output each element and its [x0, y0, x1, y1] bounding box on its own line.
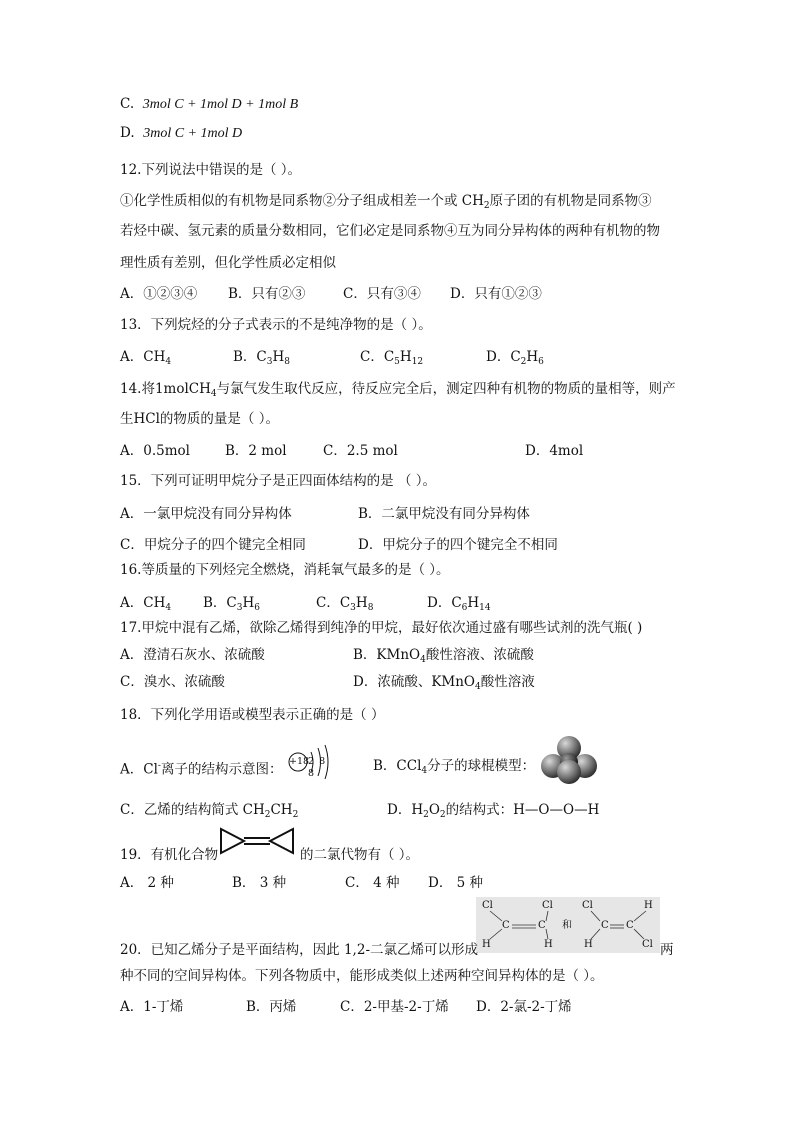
q14-option-d: D．4mol	[525, 443, 584, 459]
q11-option-c-expr: 3mol C + 1mol D + 1mol B	[142, 97, 299, 112]
q18-stem: 18．下列化学用语或模型表示正确的是（ ）	[120, 707, 385, 723]
struct2-c-left: C	[601, 920, 609, 931]
q12-option-d: D．只有①②③	[450, 286, 542, 302]
q12-stem: 12.下列说法中错误的是（ ）。	[120, 162, 302, 178]
q13-option-c: C．$C_5H_{12}$	[360, 349, 424, 367]
q13-option-a: A．$CH_4$	[120, 349, 172, 367]
struct2-cl-bottom-right: Cl	[642, 939, 653, 950]
q15-option-c: C．甲烷分子的四个键完全相同	[120, 537, 306, 553]
struct1-c-right: C	[538, 920, 546, 931]
chloride-ion-structure-diagram	[287, 744, 337, 780]
struct1-cl-top-left: Cl	[482, 900, 493, 911]
q17-option-d: D．浓硫酸、KMnO$_4$酸性溶液	[353, 674, 535, 692]
q20-option-b: B．丙烯	[246, 999, 297, 1015]
q11-option-d-expr: 3mol C + 1mol D	[143, 126, 243, 141]
q20-option-d: D．2-氯-2-丁烯	[476, 999, 572, 1015]
q20-stem-line1: 20．已知乙烯分子是平面结构，因此 1,2-二氯乙烯可以形成	[120, 942, 478, 958]
q18-option-a: A．Cl-离子的结构示意图：	[120, 761, 283, 778]
q13-option-b: B．$C_3H_8$	[233, 349, 290, 367]
q19-option-d: D． 5 种	[428, 875, 483, 891]
q12-body-line1: ①化学性质相似的有机物是同系物②分子组成相差一个或 $CH_2$原子团的有机物是同系物③	[120, 193, 652, 211]
struct1-h-bottom-left: H	[482, 939, 491, 950]
q12-body-line2: 若烃中碳、氢元素的质量分数相同，它们必定是同系物④互为同分异构体的两种有机物的物	[120, 223, 660, 239]
and-label: 和	[562, 920, 572, 931]
struct2-c-right: C	[626, 920, 634, 931]
q16-option-a: A．$CH_4$	[120, 595, 172, 613]
q20-stem-line1-tail: 两	[660, 942, 674, 958]
q14-option-b: B．2 mol	[225, 443, 287, 459]
q17-option-b: B．KMnO$_4$酸性溶液、浓硫酸	[353, 647, 534, 665]
q16-option-b: B．$C_3H_6$	[203, 595, 260, 613]
q19-stem-post: 的二氯代物有（ ）。	[300, 847, 420, 863]
q11-option-d: D. 3mol C + 1mol D	[120, 125, 243, 141]
q12-option-c: C．只有③④	[343, 286, 421, 302]
q18-option-c: C．乙烯的结构简式 $CH_2CH_2$	[120, 802, 299, 820]
electron-shells: 2 8 8	[308, 756, 327, 779]
struct1-c-left: C	[502, 920, 510, 931]
q15-stem: 15．下列可证明甲烷分子是正四面体结构的是 （ ）。	[120, 473, 437, 489]
struct2-h-bottom-left: H	[584, 939, 593, 950]
struct1-cl-top-right: Cl	[542, 900, 553, 911]
q19-stem-pre: 19．有机化合物	[120, 847, 219, 863]
q17-option-c: C．溴水、浓硫酸	[120, 674, 225, 690]
q16-option-c: C．$C_3H_8$	[316, 595, 374, 613]
q16-stem: 16.等质量的下列烃完全燃烧，消耗氧气最多的是（ ）。	[120, 562, 450, 578]
q20-option-a: A．1-丁烯	[120, 999, 184, 1015]
q12-option-b: B．只有②③	[228, 286, 306, 302]
q17-stem: 17.甲烷中混有乙烯，欲除乙烯得到纯净的甲烷，最好依次通过盛有哪些试剂的洗气瓶( )	[120, 620, 643, 636]
q19-option-b: B． 3 种	[232, 875, 287, 891]
struct2-h-top-right: H	[644, 900, 653, 911]
q14-option-c: C．2.5 mol	[323, 443, 398, 459]
q13-stem: 13．下列烷烃的分子式表示的不是纯净物的是（ ）。	[120, 317, 432, 333]
q15-option-d: D．甲烷分子的四个键完全不相同	[358, 537, 558, 553]
ccl4-ball-model-image	[540, 736, 598, 784]
q14-stem-line2: 生HCl的物质的量是（ ）。	[120, 411, 279, 427]
q14-option-a: A．0.5mol	[120, 443, 190, 459]
q15-option-a: A．一氯甲烷没有同分异构体	[120, 506, 292, 522]
q20-option-c: C．2-甲基-2-丁烯	[340, 999, 449, 1015]
q18-option-b: B．CCl$_4$分子的球棍模型：	[373, 758, 536, 776]
q16-option-d: D．$C_6H_{14}$	[427, 595, 491, 613]
q19-option-a: A． 2 种	[120, 875, 174, 891]
q11-option-c: C. 3mol C + 1mol D + 1mol B	[120, 96, 299, 112]
q12-body-line3: 理性质有差别，但化学性质必定相似	[120, 255, 336, 271]
struct1-h-bottom-right: H	[544, 939, 553, 950]
nucleus-charge: +18	[289, 756, 310, 767]
q15-option-b: B．二氯甲烷没有同分异构体	[358, 506, 530, 522]
q13-option-d: D．$C_2H_6$	[486, 349, 544, 367]
q18-option-d: D．$H_2O_2$的结构式：H—O—O—H	[387, 802, 600, 820]
q14-stem-line1: 14.将1molCH$_4$与氯气发生取代反应，待反应完全后，测定四种有机物的物质的量相等，则产	[120, 381, 676, 399]
q12-option-a: A．①②③④	[120, 286, 198, 302]
dichloroethene-isomers-figure	[476, 897, 660, 953]
bicyclopropylidene-structure	[218, 826, 296, 856]
struct2-cl-top-left: Cl	[582, 900, 593, 911]
q20-stem-line2: 种不同的空间异构体。下列各物质中，能形成类似上述两种空间异构体的是（ ）。	[120, 968, 604, 984]
q19-option-c: C． 4 种	[345, 875, 400, 891]
q17-option-a: A．澄清石灰水、浓硫酸	[120, 647, 265, 663]
